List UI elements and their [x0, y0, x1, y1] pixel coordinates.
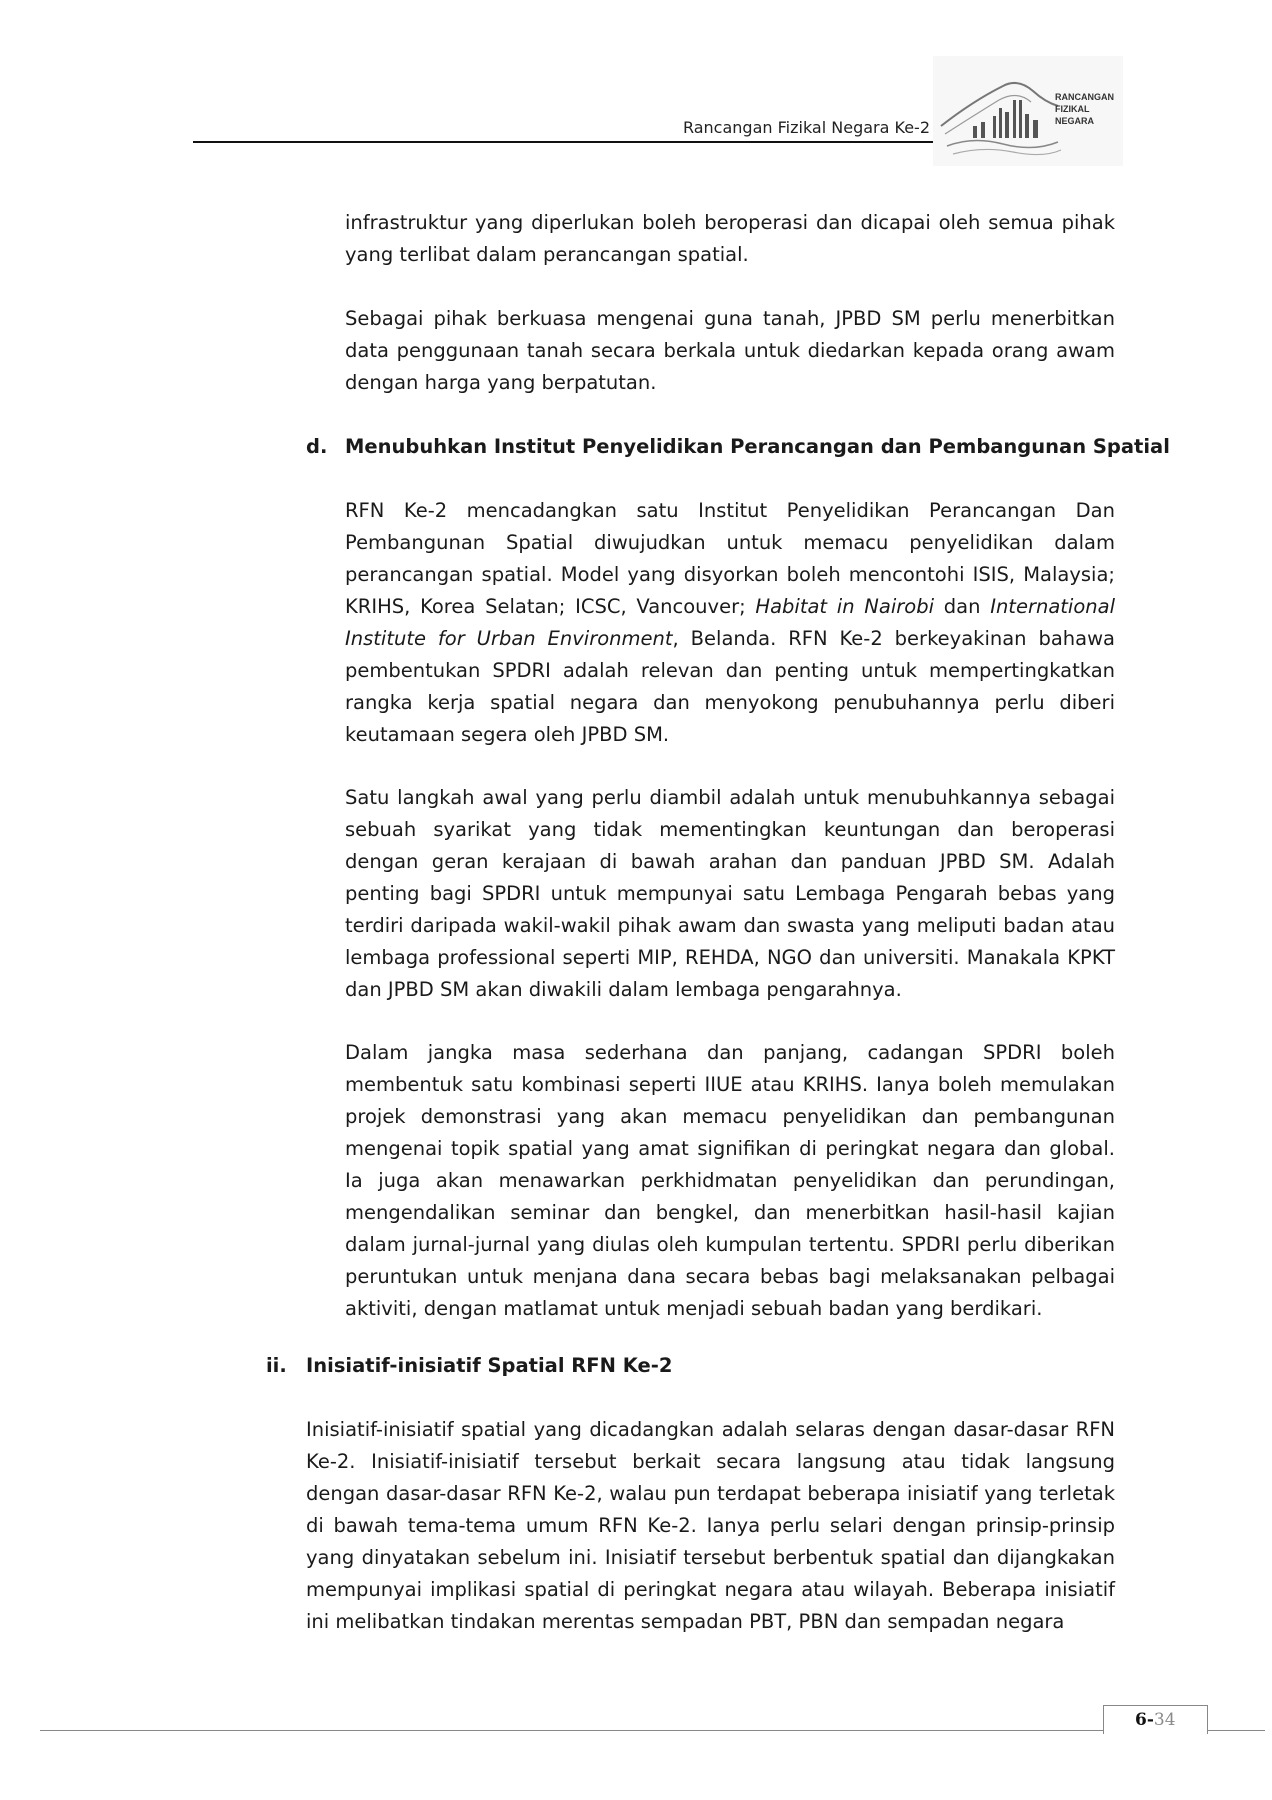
section-ii-title: Inisiatif-inisiatif Spatial RFN Ke-2 [306, 1354, 673, 1377]
intro-paragraph-1: infrastruktur yang diperlukan boleh beroperasi dan dicapai oleh semua pihak yang terlibat dalam perancangan spatial. [345, 211, 1115, 266]
rfn-logo [933, 56, 1123, 166]
logo-text-line-3: NEGARA [1055, 116, 1095, 126]
header-rule [193, 141, 935, 143]
page-number [1135, 1710, 1176, 1730]
logo-text-line-2: FIZIKAL [1055, 104, 1090, 114]
section-d-paragraph-2: Satu langkah awal yang perlu diambil adalah untuk menubuhkannya sebagai sebuah syarikat yang tidak mementingkan keuntungan dan beroperasi dengan geran kerajaan di bawah arahan dan panduan JPBD SM. Adalah penting bagi SPDRI untuk mempunyai satu Lembaga Pengarah bebas yang terdiri daripada wakil-wakil pihak awam dan swasta yang meliputi badan atau lembaga professional seperti MIP, REHDA, NGO dan universiti. Manakala KPKT dan JPBD SM akan diwakili dalam lembaga pengarahnya. [345, 786, 1115, 1001]
page-number-page: 34 [1153, 1710, 1176, 1730]
section-d-p1-text-c: , Belanda. RFN Ke-2 berkeyakinan bahawa pembentukan SPDRI adalah relevan dan penting untuk mempertingkatkan rangka kerja spatial negara dan menyokong penubuhannya perlu diberi keutamaan segera oleh JPBD SM. [345, 627, 1115, 746]
section-d-title: Menubuhkan Institut Penyelidikan Perancangan dan Pembangunan Spatial [345, 435, 1170, 458]
section-ii-heading [266, 1350, 672, 1382]
section-d-p1-italic-1: Habitat in Nairobi [755, 595, 935, 618]
section-d-p1-text-a: RFN Ke-2 mencadangkan satu Institut Penyelidikan Perancangan Dan Pembangunan Spatial diwujudkan untuk memacu penyelidikan dalam perancangan spatial. Model yang disyorkan boleh mencontohi ISIS, Malaysia; KRIHS, Korea Selatan; ICSC, Vancouver; [345, 499, 1115, 618]
section-ii-number: ii. [266, 1354, 287, 1377]
running-header-title: Rancangan Fizikal Negara Ke-2 [682, 118, 930, 137]
logo-text-line-1: RANCANGAN [1055, 92, 1114, 102]
intro-paragraph-2: Sebagai pihak berkuasa mengenai guna tanah, JPBD SM perlu menerbitkan data penggunaan tanah secara berkala untuk diedarkan kepada orang awam dengan harga yang berpatutan. [345, 307, 1115, 394]
section-d-number: d. [306, 435, 328, 458]
section-ii-paragraph-1: Inisiatif-inisiatif spatial yang dicadangkan adalah selaras dengan dasar-dasar RFN Ke-2. Inisiatif-inisiatif tersebut berkait secara langsung atau tidak langsung dengan dasar-dasar RFN Ke-2, walau pun terdapat beberapa inisiatif yang terletak di bawah tema-tema umum RFN Ke-2. Ianya perlu selari dengan prinsip-prinsip yang dinyatakan sebelum ini. Inisiatif tersebut berbentuk spatial dan dijangkakan mempunyai implikasi spatial di peringkat negara atau wilayah. Beberapa inisiatif ini melibatkan tindakan merentas sempadan PBT, PBN dan sempadan negara [306, 1418, 1115, 1633]
section-d-p1-text-b: dan [934, 595, 991, 618]
section-d-heading [306, 431, 1170, 463]
page-number-chapter: 6- [1135, 1710, 1154, 1730]
section-d-p1-italic-2: International Institute for Urban Environment [345, 595, 1115, 650]
section-d-paragraph-3: Dalam jangka masa sederhana dan panjang, cadangan SPDRI boleh membentuk satu kombinasi seperti IIUE atau KRIHS. Ianya boleh memulakan projek demonstrasi yang akan memacu penyelidikan dan pembangunan mengenai topik spatial yang amat signifikan di peringkat negara dan global. Ia juga akan menawarkan perkhidmatan penyelidikan dan perundingan, mengendalikan seminar dan bengkel, dan menerbitkan hasil-hasil kajian dalam jurnal-jurnal yang diulas oleh kumpulan tertentu. SPDRI perlu diberikan peruntukan untuk menjana dana secara bebas bagi melaksanakan pelbagai aktiviti, dengan matlamat untuk menjadi sebuah badan yang berdikari. [345, 1041, 1115, 1320]
section-d-paragraph-1 [345, 495, 1115, 751]
footer-rule [40, 1730, 1265, 1731]
